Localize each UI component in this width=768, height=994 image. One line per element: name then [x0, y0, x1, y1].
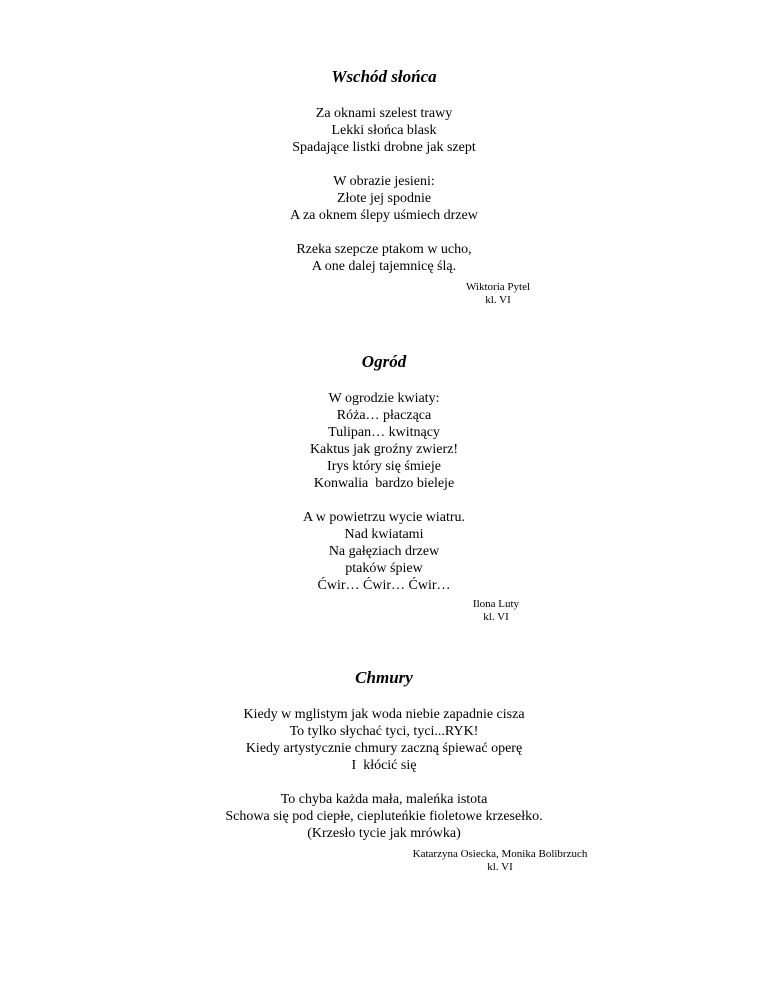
poem-line: To chyba każda mała, maleńka istota: [280, 792, 488, 807]
poem-ogrod: [0, 351, 768, 594]
stanza: [0, 791, 768, 842]
poem-line: Ćwir… Ćwir… Ćwir…: [317, 578, 451, 593]
poem-line: ptaków śpiew: [345, 561, 423, 576]
poem-line: (Krzesło tycie jak mrówka): [307, 826, 461, 841]
poem-line: Na gałęziach drzew: [328, 544, 440, 559]
author-class: kl. VI: [483, 611, 509, 623]
author-name: Katarzyna Osiecka, Monika Bolibrzuch: [412, 848, 588, 860]
poem-line: Za oknami szelest trawy: [315, 106, 453, 121]
poem-line: A one dalej tajemnicę ślą.: [311, 259, 457, 274]
poem-title: Ogród: [361, 352, 407, 371]
poem-line: Tulipan… kwitnący: [328, 425, 440, 440]
poem-line: Irys który się śmieje: [327, 459, 441, 474]
poem-title: Wschód słońca: [331, 67, 437, 86]
author-signature: [440, 281, 556, 307]
stanza: [0, 173, 768, 224]
stanza: [0, 706, 768, 774]
poem-line: A w powietrzu wycie wiatru.: [302, 510, 466, 525]
author-name: Ilona Luty: [472, 598, 520, 610]
author-class: kl. VI: [487, 861, 513, 873]
author-name: Wiktoria Pytel: [465, 281, 531, 293]
poem-line: Róża… płacząca: [336, 408, 432, 423]
poem-line: Złote jej spodnie: [336, 191, 432, 206]
poem-line: W obrazie jesieni:: [333, 174, 435, 189]
stanza: [0, 241, 768, 275]
poem-line: Rzeka szepcze ptakom w ucho,: [296, 242, 472, 257]
stanza: [0, 509, 768, 594]
poem-title: Chmury: [355, 668, 413, 687]
poem-line: Lekki słońca blask: [331, 123, 437, 138]
poem-line: A za oknem ślepy uśmiech drzew: [290, 208, 478, 223]
poem-line: W ogrodzie kwiaty:: [328, 391, 440, 406]
poem-wschod-slonca: [0, 66, 768, 275]
poem-line: Kiedy artystycznie chmury zaczną śpiewać operę: [245, 741, 523, 756]
poem-line: Kaktus jak groźny zwierz!: [309, 442, 459, 457]
poem-line: Nad kwiatami: [344, 527, 424, 542]
stanza: [0, 390, 768, 492]
poem-line: To tylko słychać tyci, tyci...RYK!: [289, 724, 479, 739]
author-class: kl. VI: [485, 294, 511, 306]
poem-line: Spadające listki drobne jak szept: [292, 140, 476, 155]
author-signature: [446, 598, 546, 624]
stanza: [0, 105, 768, 156]
poem-line: Kiedy w mglistym jak woda niebie zapadnie cisza: [243, 707, 525, 722]
poem-line: Schowa się pod ciepłe, ciepluteńkie fioletowe krzesełko.: [225, 809, 543, 824]
author-signature: [374, 848, 626, 874]
poem-line: Konwalia bardzo bieleje: [313, 476, 455, 491]
poem-chmury: [0, 667, 768, 842]
poem-line: I kłócić się: [351, 758, 417, 773]
